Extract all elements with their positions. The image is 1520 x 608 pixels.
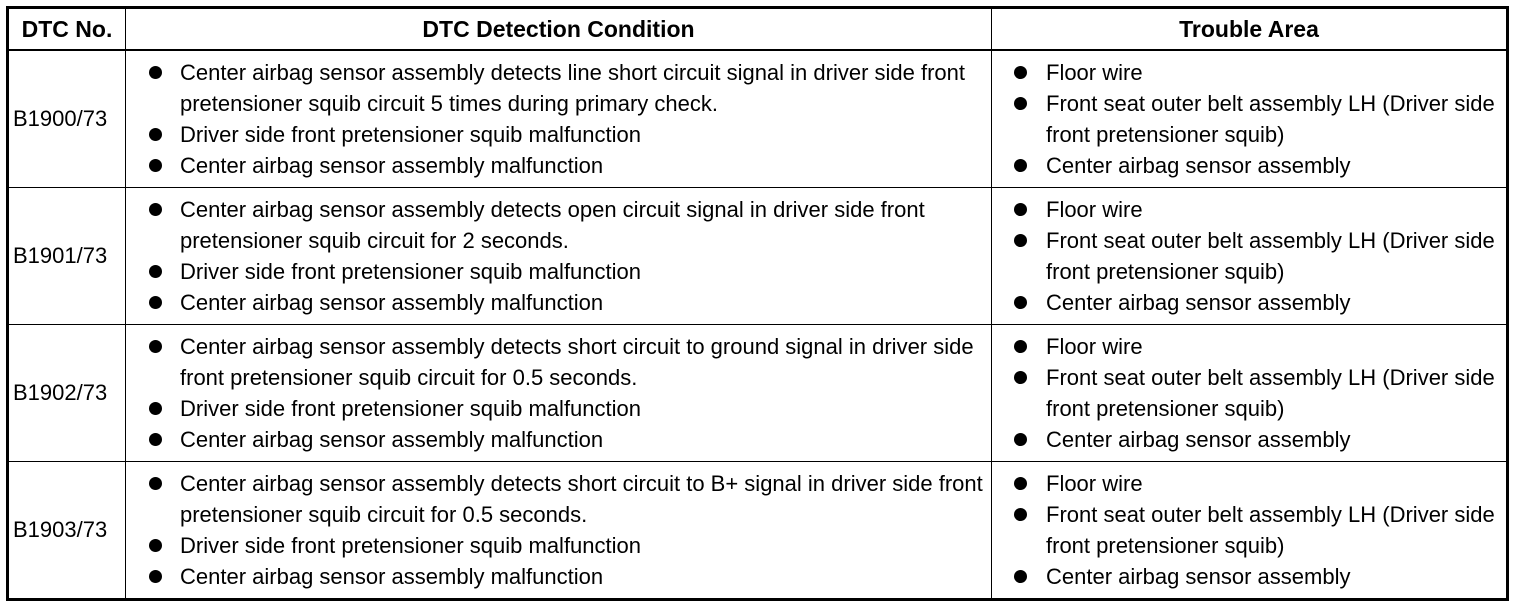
trouble-list — [992, 51, 1506, 181]
trouble-area-cell — [992, 462, 1508, 600]
detection-condition-cell — [126, 325, 992, 462]
trouble-list — [992, 325, 1506, 455]
detection-condition-cell — [126, 462, 992, 600]
trouble-item: Front seat outer belt assembly LH (Driver side front pretensioner squib) — [992, 362, 1502, 424]
detection-condition-cell — [126, 50, 992, 188]
table-row — [8, 462, 1508, 600]
trouble-area-cell — [992, 188, 1508, 325]
trouble-item: Center airbag sensor assembly — [992, 561, 1502, 592]
trouble-item: Floor wire — [992, 57, 1502, 88]
table-row — [8, 188, 1508, 325]
header-dtc-no: DTC No. — [8, 8, 126, 51]
dtc-code: B1901/73 — [8, 188, 126, 325]
trouble-item: Floor wire — [992, 331, 1502, 362]
condition-item: Center airbag sensor assembly detects short circuit to ground signal in driver side front pretensioner squib circuit for 0.5 seconds. — [126, 331, 987, 393]
trouble-item: Floor wire — [992, 194, 1502, 225]
condition-item: Driver side front pretensioner squib malfunction — [126, 256, 987, 287]
condition-item: Center airbag sensor assembly malfunction — [126, 424, 987, 455]
trouble-area-cell — [992, 325, 1508, 462]
table-row — [8, 50, 1508, 188]
dtc-code: B1902/73 — [8, 325, 126, 462]
condition-list — [126, 51, 991, 181]
condition-list — [126, 325, 991, 455]
trouble-item: Front seat outer belt assembly LH (Driver side front pretensioner squib) — [992, 88, 1502, 150]
header-detection-condition: DTC Detection Condition — [126, 8, 992, 51]
condition-list — [126, 188, 991, 318]
condition-list — [126, 462, 991, 592]
trouble-item: Floor wire — [992, 468, 1502, 499]
condition-item: Center airbag sensor assembly malfunction — [126, 561, 987, 592]
condition-item: Center airbag sensor assembly detects line short circuit signal in driver side front pretensioner squib circuit 5 times during primary check. — [126, 57, 987, 119]
trouble-item: Center airbag sensor assembly — [992, 424, 1502, 455]
trouble-item: Front seat outer belt assembly LH (Driver side front pretensioner squib) — [992, 499, 1502, 561]
condition-item: Center airbag sensor assembly detects open circuit signal in driver side front pretensioner squib circuit for 2 seconds. — [126, 194, 987, 256]
dtc-code: B1903/73 — [8, 462, 126, 600]
header-trouble-area: Trouble Area — [992, 8, 1508, 51]
trouble-item: Center airbag sensor assembly — [992, 150, 1502, 181]
table-row — [8, 325, 1508, 462]
condition-item: Center airbag sensor assembly malfunction — [126, 150, 987, 181]
header-row — [8, 8, 1508, 51]
trouble-item: Front seat outer belt assembly LH (Driver side front pretensioner squib) — [992, 225, 1502, 287]
dtc-code: B1900/73 — [8, 50, 126, 188]
trouble-list — [992, 462, 1506, 592]
detection-condition-cell — [126, 188, 992, 325]
condition-item: Driver side front pretensioner squib malfunction — [126, 393, 987, 424]
trouble-list — [992, 188, 1506, 318]
condition-item: Driver side front pretensioner squib malfunction — [126, 119, 987, 150]
dtc-table — [6, 6, 1509, 601]
condition-item: Center airbag sensor assembly detects short circuit to B+ signal in driver side front pretensioner squib circuit for 0.5 seconds. — [126, 468, 987, 530]
trouble-area-cell — [992, 50, 1508, 188]
condition-item: Driver side front pretensioner squib malfunction — [126, 530, 987, 561]
condition-item: Center airbag sensor assembly malfunction — [126, 287, 987, 318]
trouble-item: Center airbag sensor assembly — [992, 287, 1502, 318]
